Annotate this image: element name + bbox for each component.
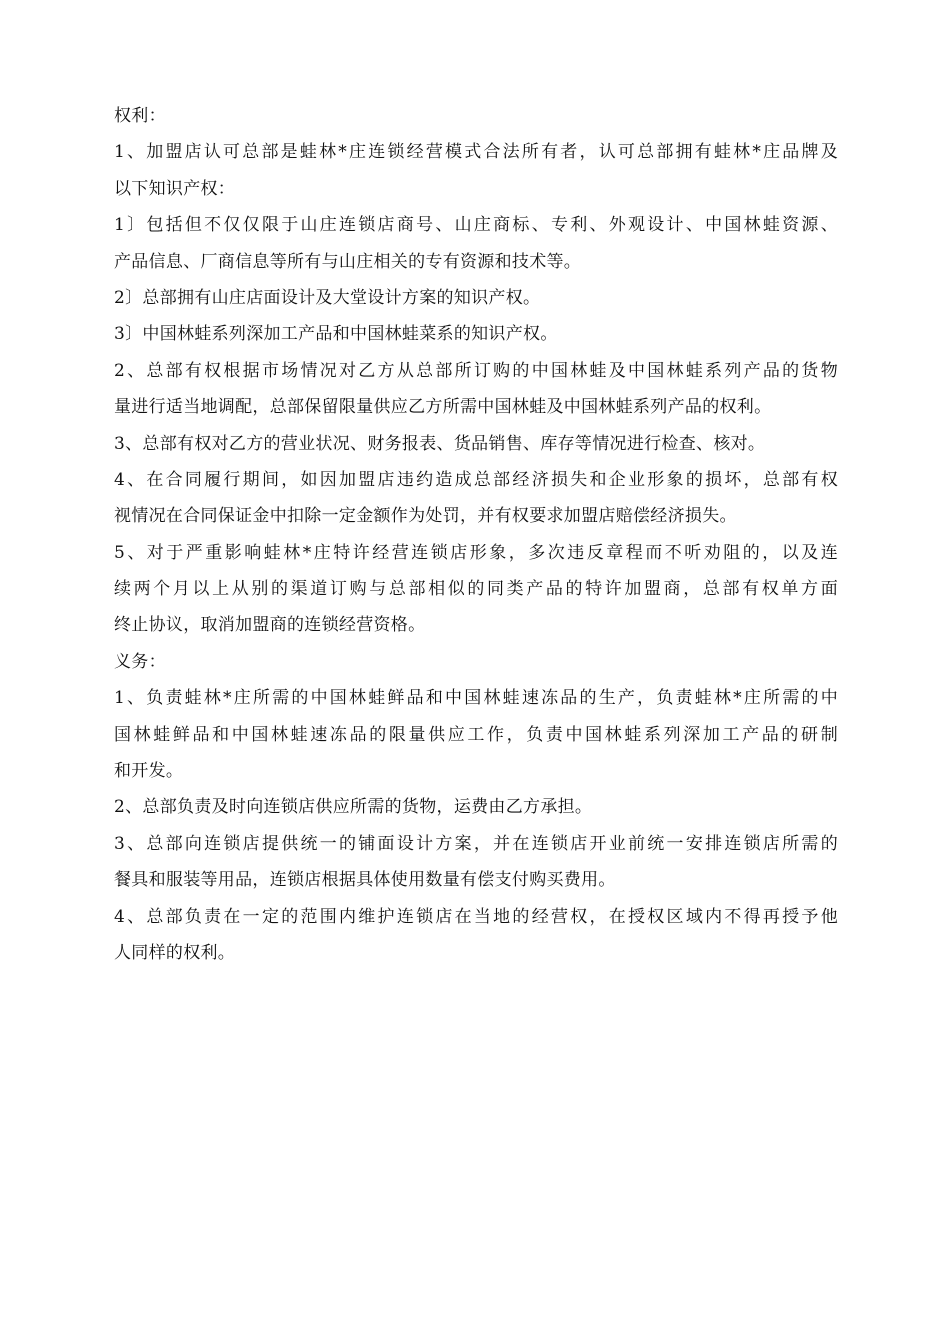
paragraph-line: 2〕总部拥有山庄店面设计及大堂设计方案的知识产权。 (114, 287, 541, 308)
paragraph-line: 1、负责蛙林*庄所需的中国林蛙鲜品和中国林蛙速冻品的生产，负责蛙林*庄所需的中 (114, 688, 838, 709)
rights-heading: 权利： (114, 106, 166, 126)
paragraph-line: 5、对于严重影响蛙林*庄特许经营连锁店形象，多次违反章程而不听劝阻的，以及连 (114, 542, 838, 563)
paragraph-line: 以下知识产权： (114, 178, 236, 199)
paragraph-line: 1、加盟店认可总部是蛙林*庄连锁经营模式合法所有者，认可总部拥有蛙林*庄品牌及 (114, 142, 838, 163)
rights-item-1-sub-1 (114, 207, 838, 280)
duties-item-3 (114, 826, 838, 899)
paragraph-line: 2、总部负责及时向连锁店供应所需的货物，运费由乙方承担。 (114, 797, 593, 818)
rights-item-2 (114, 353, 838, 426)
rights-item-4 (114, 462, 838, 535)
rights-item-5 (114, 535, 838, 644)
paragraph-line: 人同样的权利。 (114, 942, 236, 963)
document-body (114, 98, 838, 971)
paragraph-line: 量进行适当地调配，总部保留限量供应乙方所需中国林蛙及中国林蛙系列产品的权利。 (114, 397, 772, 418)
rights-item-1-sub-3 (114, 316, 838, 352)
paragraph-line: 3〕中国林蛙系列深加工产品和中国林蛙菜系的知识产权。 (114, 324, 558, 345)
paragraph-line: 产品信息、厂商信息等所有与山庄相关的专有资源和技术等。 (114, 251, 582, 272)
paragraph-line: 4、总部负责在一定的范围内维护连锁店在当地的经营权，在授权区域内不得再授予他 (114, 906, 838, 927)
duties-item-4 (114, 899, 838, 972)
paragraph-line: 3、总部有权对乙方的营业状况、财务报表、货品销售、库存等情况进行检查、核对。 (114, 433, 766, 454)
paragraph-line: 2、总部有权根据市场情况对乙方从总部所订购的中国林蛙及中国林蛙系列产品的货物 (114, 360, 838, 381)
duties-item-2 (114, 789, 838, 825)
duties-heading: 义务： (114, 651, 166, 672)
rights-item-1 (114, 134, 838, 207)
paragraph-line: 3、总部向连锁店提供统一的铺面设计方案，并在连锁店开业前统一安排连锁店所需的 (114, 833, 838, 854)
duties-item-1 (114, 680, 838, 789)
rights-item-3 (114, 426, 838, 462)
paragraph-line: 4、在合同履行期间，如因加盟店违约造成总部经济损失和企业形象的损坏，总部有权 (114, 469, 838, 490)
paragraph-line: 视情况在合同保证金中扣除一定金额作为处罚，并有权要求加盟店赔偿经济损失。 (114, 506, 737, 527)
rights-item-1-sub-2 (114, 280, 838, 316)
paragraph-line: 和开发。 (114, 761, 184, 782)
paragraph-line: 续两个月以上从别的渠道订购与总部相似的同类产品的特许加盟商，总部有权单方面 (114, 579, 838, 600)
paragraph-line: 餐具和服装等用品，连锁店根据具体使用数量有偿支付购买费用。 (114, 870, 616, 891)
paragraph-line: 1〕包括但不仅仅限于山庄连锁店商号、山庄商标、专利、外观设计、中国林蛙资源、 (114, 215, 838, 236)
paragraph-line: 国林蛙鲜品和中国林蛙速冻品的限量供应工作，负责中国林蛙系列深加工产品的研制 (114, 724, 838, 745)
paragraph-line: 终止协议，取消加盟商的连锁经营资格。 (114, 615, 426, 636)
